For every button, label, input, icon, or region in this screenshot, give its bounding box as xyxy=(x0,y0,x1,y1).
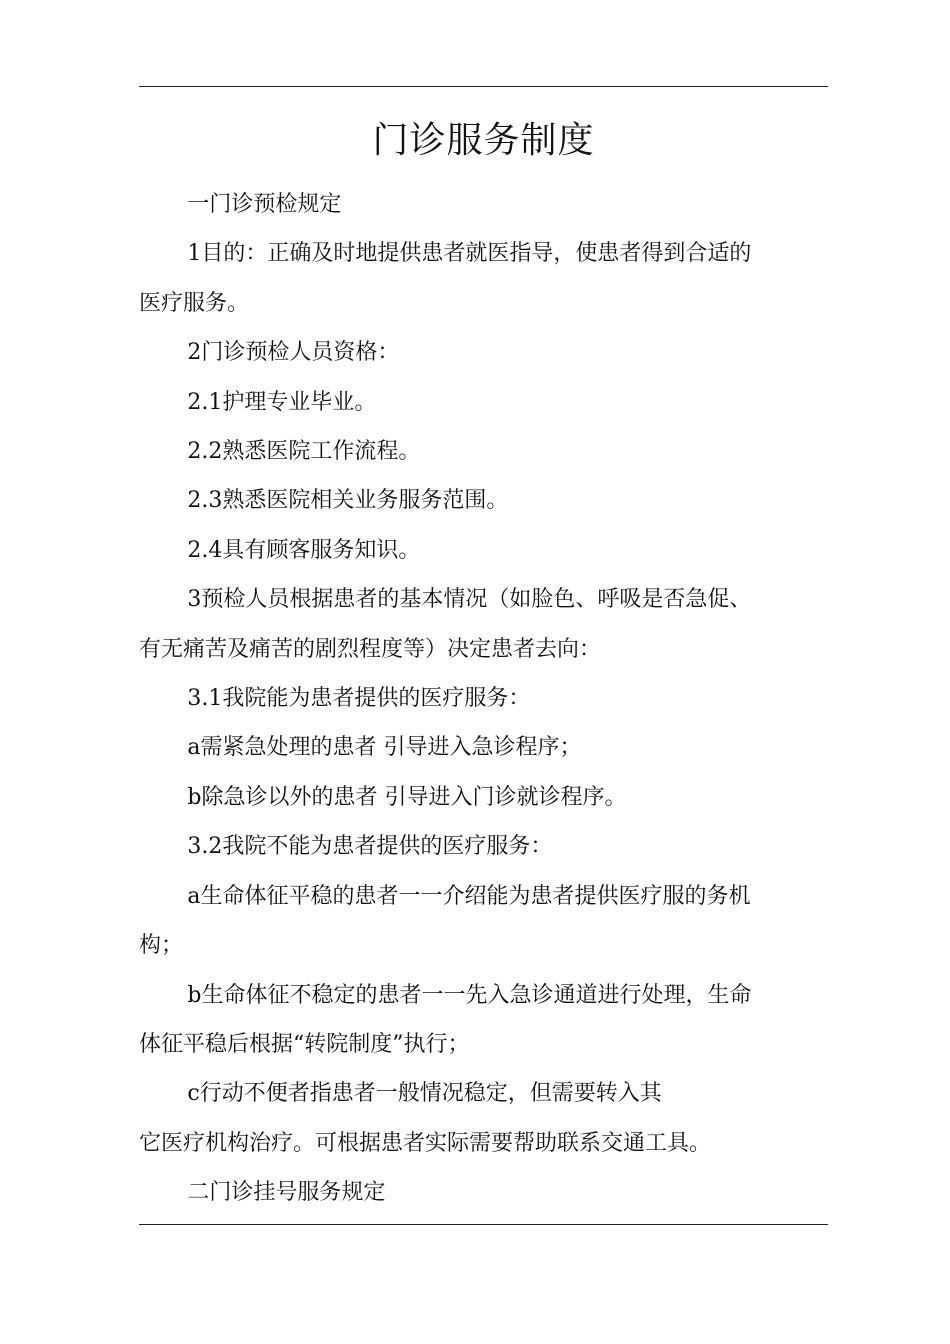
paragraph xyxy=(139,773,828,822)
paragraph xyxy=(139,872,828,971)
paragraph xyxy=(139,476,828,525)
paragraph xyxy=(139,971,828,1070)
paragraph-line: a需紧急处理的患者 引导进入急诊程序； xyxy=(187,735,582,761)
paragraph xyxy=(139,822,828,871)
paragraph-line: 2.2熟悉医院工作流程。 xyxy=(187,439,421,465)
paragraph-line: 体征平稳后根据“转院制度”执行； xyxy=(139,1031,470,1057)
paragraph-line: 二门诊挂号服务规定 xyxy=(187,1180,386,1206)
paragraph-line: c行动不便者指患者一般情况稳定，但需要转入其 xyxy=(187,1081,662,1107)
footer-rule xyxy=(139,1224,828,1225)
paragraph-line: 它医疗机构治疗。可根据患者实际需要帮助联系交通工具。 xyxy=(139,1130,712,1156)
paragraph xyxy=(139,427,828,476)
paragraph-line: b生命体征不稳定的患者一一先入急诊通道进行处理，生命 xyxy=(187,982,752,1008)
paragraph-line: 2.1护理专业毕业。 xyxy=(187,389,377,415)
paragraph-line: 2.3熟悉医院相关业务服务范围。 xyxy=(187,488,509,514)
paragraph-line: 3预检人员根据患者的基本情况（如脸色、呼吸是否急促、 xyxy=(187,587,752,613)
paragraph-line: 2.4具有顾客服务知识。 xyxy=(187,537,421,563)
paragraph-line: 2门诊预检人员资格： xyxy=(187,340,400,366)
paragraph xyxy=(139,378,828,427)
paragraph xyxy=(139,180,828,229)
paragraph xyxy=(139,575,828,674)
paragraph-line: 1目的：正确及时地提供患者就医指导，使患者得到合适的 xyxy=(187,241,752,267)
paragraph-line: 一门诊预检规定 xyxy=(187,192,342,217)
document-title: 门诊服务制度 xyxy=(372,120,595,161)
paragraph xyxy=(139,229,828,328)
paragraph xyxy=(139,723,828,772)
paragraph-line: 3.1我院能为患者提供的医疗服务： xyxy=(187,686,531,712)
paragraph-line: 3.2我院不能为患者提供的医疗服务： xyxy=(187,834,553,860)
header-rule xyxy=(139,86,828,87)
paragraph-line: 有无痛苦及痛苦的剧烈程度等）决定患者去向： xyxy=(139,636,602,662)
paragraph xyxy=(139,526,828,575)
paragraph xyxy=(139,1168,828,1217)
document-body xyxy=(139,180,828,1218)
paragraph xyxy=(139,1069,828,1168)
paragraph-line: a生命体征平稳的患者一一介绍能为患者提供医疗服的务机 xyxy=(187,883,751,909)
paragraph-line: 构； xyxy=(139,933,184,959)
paragraph-line: b除急诊以外的患者 引导进入门诊就诊程序。 xyxy=(187,784,627,810)
paragraph xyxy=(139,674,828,723)
paragraph xyxy=(139,328,828,377)
paragraph-line: 医疗服务。 xyxy=(139,290,250,316)
